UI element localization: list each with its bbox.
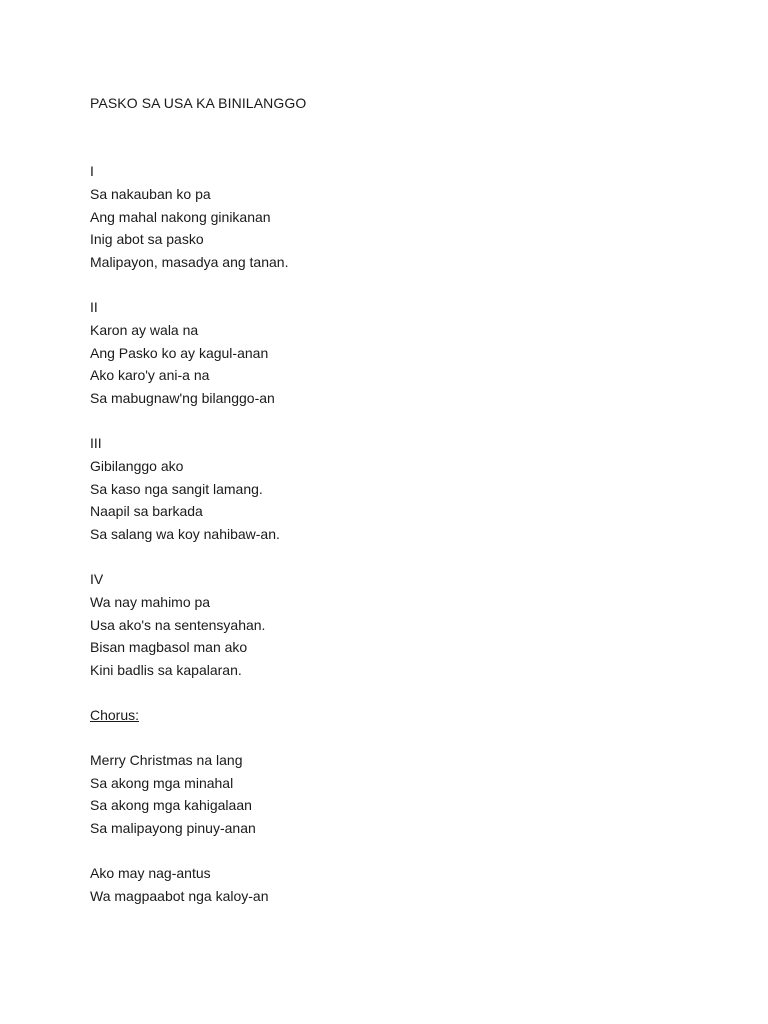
lyric-line: Sa kaso nga sangit lamang. bbox=[90, 480, 263, 497]
lyric-line: Sa akong mga minahal bbox=[90, 774, 234, 791]
lyric-line: Karon ay wala na bbox=[90, 321, 199, 338]
lyric-line: Sa salang wa koy nahibaw-an. bbox=[90, 526, 280, 543]
document-title: PASKO SA USA KA BINILANGGO bbox=[90, 95, 307, 111]
stanza-numeral: III bbox=[90, 434, 102, 451]
lyric-line: Bisan magbasol man ako bbox=[90, 639, 248, 656]
lyric-line: Wa magpaabot nga kaloy-an bbox=[90, 887, 269, 904]
lyric-line: Usa ako's na sentensyahan. bbox=[90, 616, 266, 633]
lyric-line: Kini badlis sa kapalaran. bbox=[90, 662, 242, 679]
stanza-numeral: IV bbox=[90, 570, 104, 587]
lyric-line: Ako may nag-antus bbox=[90, 864, 211, 881]
lyric-line: Merry Christmas na lang bbox=[90, 751, 243, 768]
lyric-line: Gibilanggo ako bbox=[90, 457, 184, 474]
lyric-line: Ang Pasko ko ay kagul-anan bbox=[90, 344, 269, 361]
chorus-verse-1 bbox=[90, 749, 710, 840]
lyric-line: Inig abot sa pasko bbox=[90, 231, 204, 248]
lyric-line: Sa akong mga kahigalaan bbox=[90, 797, 252, 814]
stanza-2 bbox=[90, 296, 710, 410]
stanza-numeral: II bbox=[90, 298, 98, 315]
chorus-heading: Chorus: bbox=[90, 706, 140, 723]
lyric-line: Sa nakauban ko pa bbox=[90, 185, 211, 202]
stanza-4 bbox=[90, 568, 710, 682]
stanza-numeral: I bbox=[90, 163, 94, 179]
stanza-3 bbox=[90, 432, 710, 546]
lyric-line: Wa nay mahimo pa bbox=[90, 593, 211, 610]
lyric-line: Ako karo'y ani-a na bbox=[90, 367, 210, 384]
lyric-line: Ang mahal nakong ginikanan bbox=[90, 208, 271, 225]
lyric-line: Malipayon, masadya ang tanan. bbox=[90, 254, 289, 271]
document-page bbox=[90, 92, 710, 930]
chorus-verse-2 bbox=[90, 862, 710, 908]
lyric-line: Naapil sa barkada bbox=[90, 503, 203, 520]
lyric-line: Sa mabugnaw'ng bilanggo-an bbox=[90, 390, 275, 407]
lyric-line: Sa malipayong pinuy-anan bbox=[90, 820, 256, 837]
stanza-1 bbox=[90, 160, 710, 274]
